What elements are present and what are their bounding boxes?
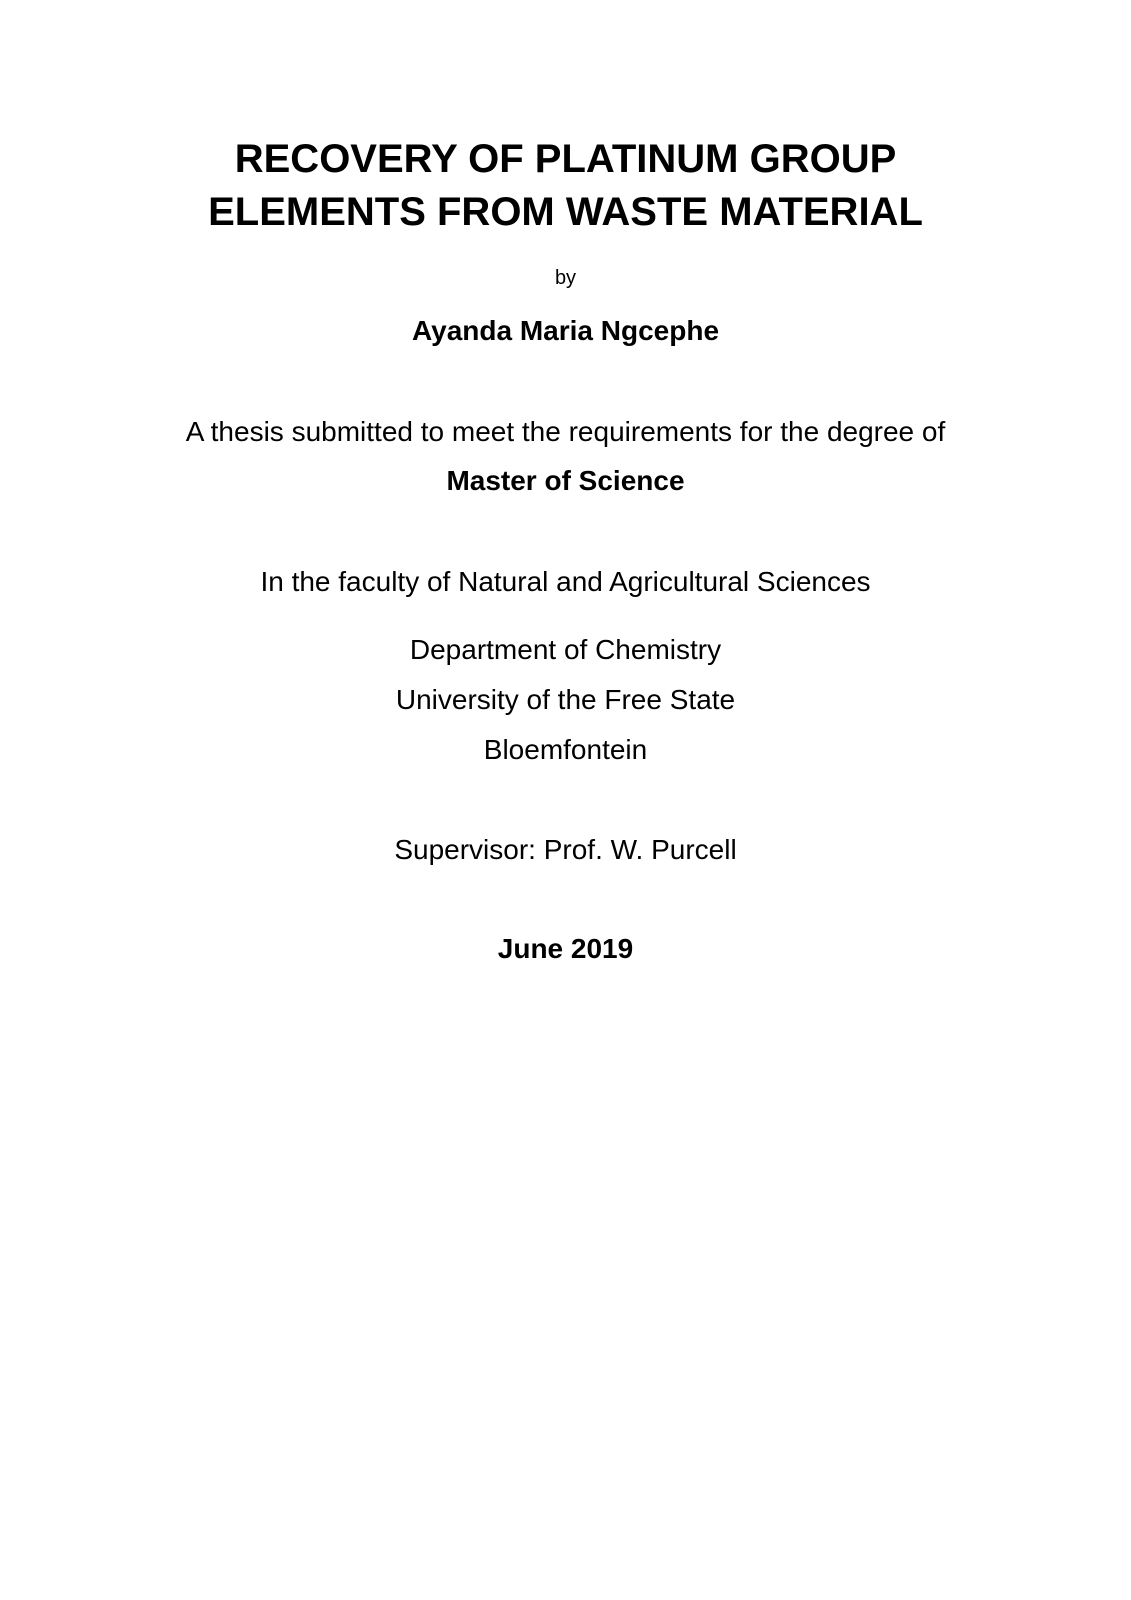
faculty-name: In the faculty of Natural and Agricultural Sciences	[260, 566, 871, 597]
submission-date: June 2019	[497, 933, 634, 964]
title-line-2: ELEMENTS FROM WASTE MATERIAL	[208, 190, 923, 234]
department-name: Department of Chemistry	[409, 634, 722, 665]
title-line-1: RECOVERY OF PLATINUM GROUP	[234, 137, 897, 181]
university-name: University of the Free State	[395, 684, 736, 715]
author-name: Ayanda Maria Ngcephe	[411, 315, 720, 346]
city-name: Bloemfontein	[483, 734, 648, 765]
supervisor-line: Supervisor: Prof. W. Purcell	[394, 834, 737, 865]
submission-statement: A thesis submitted to meet the requirements for the degree of	[185, 416, 946, 447]
degree-name: Master of Science	[446, 465, 685, 496]
by-label: by	[554, 267, 577, 289]
